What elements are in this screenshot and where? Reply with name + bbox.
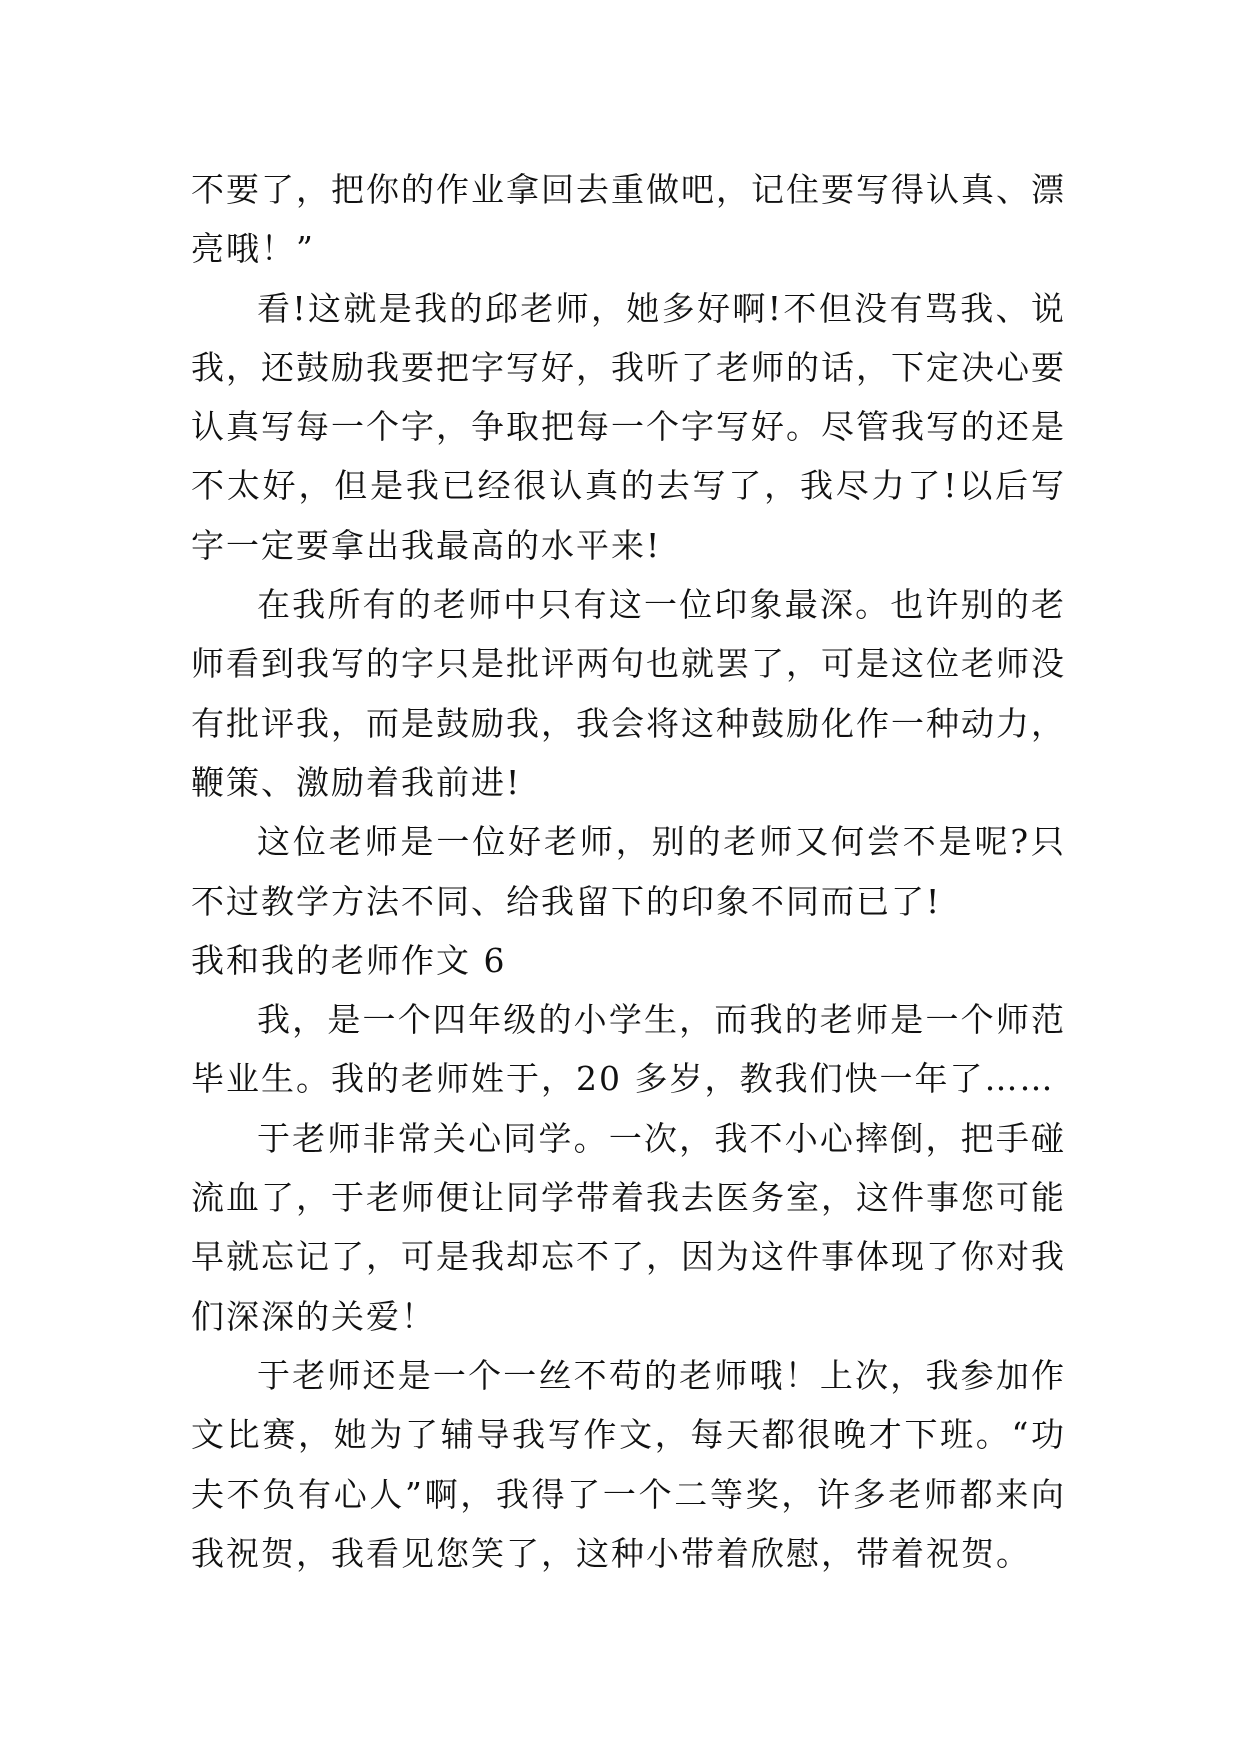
paragraph: 这位老师是一位好老师，别的老师又何尝不是呢?只不过教学方法不同、给我留下的印象不同而已了!	[191, 822, 1066, 921]
paragraph: 我，是一个四年级的小学生，而我的老师是一个师范毕业生。我的老师姓于，20 多岁，教我们快一年了……	[191, 1000, 1066, 1099]
paragraph-continuation: 不要了，把你的作业拿回去重做吧，记住要写得认真、漂亮哦！”	[191, 170, 1066, 269]
paragraph: 于老师非常关心同学。一次，我不小心摔倒，把手碰流血了，于老师便让同学带着我去医务室，这件事您可能早就忘记了，可是我却忘不了，因为这件事体现了你对我们深深的关爱！	[191, 1118, 1066, 1336]
paragraph: 看!这就是我的邱老师，她多好啊!不但没有骂我、说我，还鼓励我要把字写好，我听了老师的话，下定决心要认真写每一个字，争取把每一个字写好。尽管我写的还是不太好，但是我已经很认真的去写了，我尽力了!以后写字一定要拿出我最高的水平来!	[191, 288, 1066, 565]
section-heading: 我和我的老师作文 6	[191, 940, 507, 980]
paragraph: 于老师还是一个一丝不苟的老师哦！上次，我参加作文比赛，她为了辅导我写作文，每天都很晚才下班。“功夫不负有心人”啊，我得了一个二等奖，许多老师都来向我祝贺，我看见您笑了，这种小带着欣慰，带着祝贺。	[191, 1355, 1066, 1573]
document-body	[191, 160, 1066, 1583]
paragraph: 在我所有的老师中只有这一位印象最深。也许别的老师看到我写的字只是批评两句也就罢了，可是这位老师没有批评我，而是鼓励我，我会将这种鼓励化作一种动力，鞭策、激励着我前进!	[191, 585, 1066, 802]
